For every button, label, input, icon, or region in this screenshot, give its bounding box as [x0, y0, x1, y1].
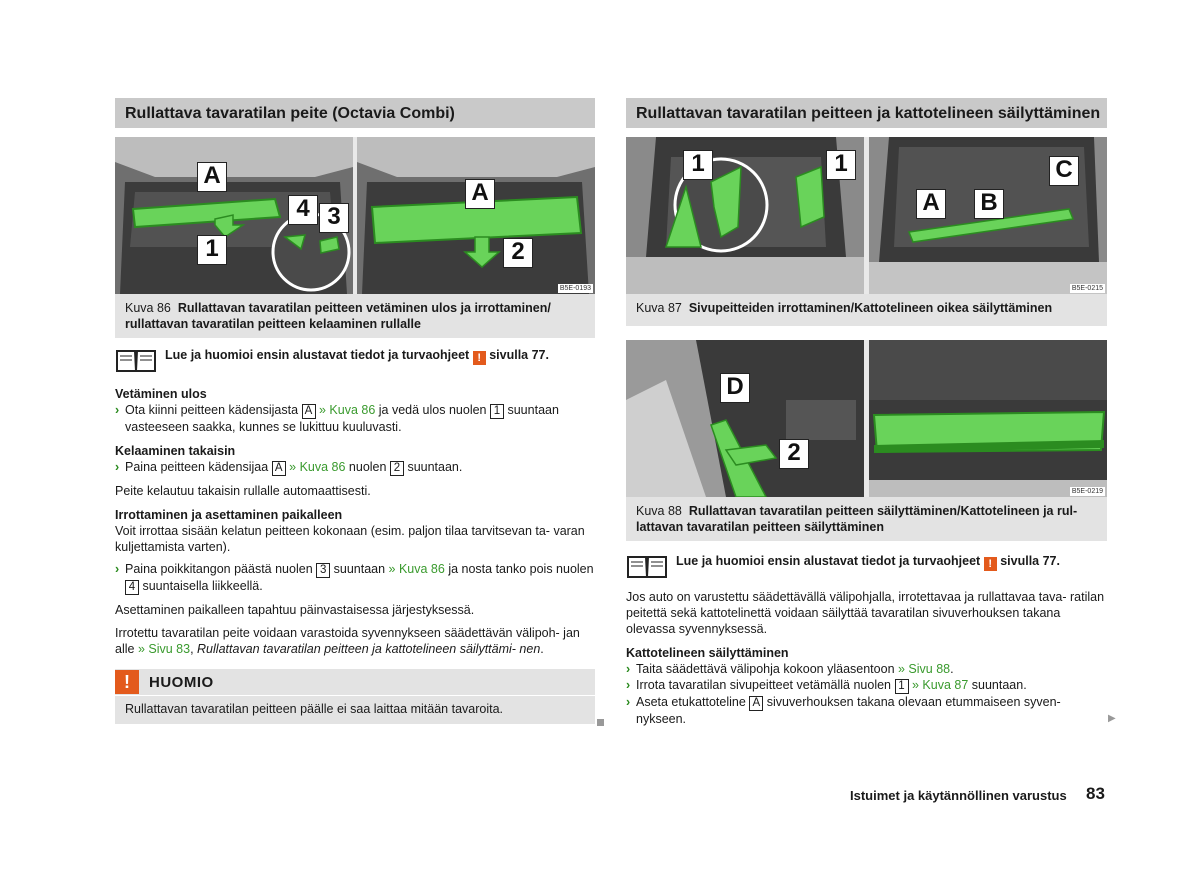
- reverse-note: Asettaminen paikalleen tapahtuu päinvastaisessa järjestyksessä.: [115, 603, 475, 617]
- step-text: suuntaan: [333, 562, 386, 576]
- retract-section: [115, 443, 595, 499]
- key-a: A: [272, 461, 286, 476]
- step-text: suuntaan.: [971, 678, 1027, 692]
- figure-code: B5E-0215: [1071, 285, 1103, 292]
- caption-label: Kuva 88: [636, 504, 682, 518]
- rack-step-3: [626, 694, 1107, 727]
- callout-1: 1: [197, 235, 227, 265]
- rack-storage-section: [626, 645, 1107, 727]
- safety-reference: [626, 553, 1107, 579]
- page-link[interactable]: » Sivu 88: [898, 662, 951, 676]
- figure-86-caption: [115, 294, 595, 338]
- callout-2: 2: [503, 238, 533, 268]
- callout-a: A: [916, 189, 946, 219]
- trunk-cover-photo-2: [357, 137, 595, 294]
- callout-a: A: [465, 179, 495, 209]
- retract-heading: Kelaaminen takaisin: [115, 444, 236, 458]
- notice-text: Rullattavan tavaratilan peitteen päälle ei saa laittaa mitään tavaroita.: [125, 702, 504, 716]
- figure-link[interactable]: » Kuva 86: [388, 562, 445, 576]
- remove-section: [115, 507, 595, 657]
- rack-heading: Kattotelineen säilyttäminen: [626, 646, 789, 660]
- rack-storage-photo: [869, 340, 1107, 497]
- callout-1: 1: [683, 150, 713, 180]
- caption-text: Rullattavan tavaratilan peitteen vetäminen ulos ja irrottaminen/ rullattavan tavaratilan peitteen kelaaminen rullalle: [125, 301, 551, 331]
- storage-intro: Jos auto on varustettu säädettävällä välipohjalla, irrotettavaa ja rullattavaa tava- ratilan peitettä sekä kattotelinettä voidaan säilyttää tavaratilan sivuverhouksen takana olevassa syvennyksessä.: [626, 590, 1105, 636]
- callout-d: D: [720, 373, 750, 403]
- page-link[interactable]: » Sivu 83: [137, 642, 191, 656]
- trunk-cover-photo-1: [115, 137, 353, 294]
- section-title-right: Rullattavan tavaratilan peitteen ja kattotelineen säilyttäminen: [626, 98, 1107, 128]
- caption-label: Kuva 86: [125, 301, 171, 315]
- callout-2: 2: [779, 439, 809, 469]
- section-end-marker: [597, 719, 604, 726]
- rack-step-1: [626, 661, 1107, 677]
- key-3: 3: [316, 563, 330, 578]
- step-text: suuntaan vasteeseen saakka, kunnes se lukittuu kuuluvasti.: [125, 403, 559, 434]
- step-arrow-icon: ›: [115, 562, 120, 576]
- pull-out-section: [115, 386, 595, 435]
- callout-a: A: [197, 162, 227, 192]
- figure-link[interactable]: » Kuva 87: [911, 678, 969, 692]
- callout-3: 3: [319, 203, 349, 233]
- step-text: Aseta etukattoteline: [636, 695, 746, 709]
- remove-text: Voit irrottaa sisään kelatun peitteen kokonaan (esim. paljon tilaa tarvitsevan ta- varan kuljettamista varten).: [115, 524, 585, 554]
- right-column: [626, 98, 1116, 727]
- manual-book-icon: [115, 347, 157, 373]
- callout-c: C: [1049, 156, 1079, 186]
- remove-heading: Irrottaminen ja asettaminen paikalleen: [115, 508, 343, 522]
- notice-header: [115, 669, 595, 696]
- step-arrow-icon: ›: [626, 678, 631, 692]
- step-text: suuntaan.: [407, 460, 463, 474]
- step-text: ja nosta tanko pois nuolen: [448, 562, 594, 576]
- key-4: 4: [125, 580, 139, 595]
- figure-link[interactable]: » Kuva 86: [319, 403, 376, 417]
- warning-page-link[interactable]: sivulla 77.: [489, 348, 549, 362]
- storage-reference: Rullattavan tavaratilan peitteen ja kattotelineen säilyttämi- nen: [197, 642, 541, 656]
- warning-text: Lue ja huomioi ensin alustavat tiedot ja turvaohjeet: [165, 348, 470, 362]
- key-a: A: [749, 696, 763, 711]
- section-title-left: Rullattava tavaratilan peite (Octavia Combi): [115, 98, 595, 128]
- left-column: [115, 98, 595, 724]
- key-1: 1: [895, 679, 909, 694]
- side-cover-photo: [626, 137, 864, 294]
- warning-icon: !: [115, 670, 139, 694]
- step-text: Irrota tavaratilan sivupeitteet vetämällä nuolen: [636, 678, 892, 692]
- figure-code: B5E-0219: [1071, 488, 1103, 495]
- retract-step: [115, 459, 595, 476]
- step-text: Paina peitteen kädensijaa: [125, 460, 269, 474]
- page-number: 83: [1086, 784, 1105, 803]
- figure-link[interactable]: » Kuva 86: [289, 460, 346, 474]
- notice-title: HUOMIO: [149, 673, 214, 691]
- callout-1: 1: [826, 150, 856, 180]
- step-arrow-icon: ›: [115, 403, 120, 417]
- step-text: Ota kiinni peitteen kädensijasta: [125, 403, 299, 417]
- step-text: Paina poikkitangon päästä nuolen: [125, 562, 313, 576]
- safety-reference: [115, 347, 595, 373]
- caution-notice: [115, 669, 595, 724]
- callout-4: 4: [288, 195, 318, 225]
- key-2: 2: [390, 461, 404, 476]
- cover-storage-photo: [626, 340, 864, 497]
- footer-chapter: Istuimet ja käytännöllinen varustus: [850, 788, 1067, 803]
- figure-code: B5E-0193: [559, 285, 591, 292]
- retract-note: Peite kelautuu takaisin rullalle automaattisesti.: [115, 484, 371, 498]
- figure-88: [626, 340, 1107, 497]
- warning-page-link[interactable]: sivulla 77.: [1000, 554, 1060, 568]
- caption-text: Rullattavan tavaratilan peitteen säilyttäminen/Kattotelineen ja rul- lattavan tavaratilan peitteen säilyttäminen: [636, 504, 1078, 534]
- key-a: A: [302, 404, 316, 419]
- manual-book-icon: [626, 553, 668, 579]
- rack-step-2: [626, 677, 1107, 694]
- step-text: nuolen: [348, 460, 387, 474]
- figure-88-caption: [626, 497, 1107, 541]
- storage-paragraph: Irrotettu tavaratilan peite voidaan varastoida syvennykseen säädettävän välipoh- jan alle » Sivu 83, Rullattavan tavaratilan peitteen ja kattotelineen säilyttämi- nen.: [115, 626, 580, 656]
- figure-87-caption: [626, 294, 1107, 326]
- storage-text: Irrotettu tavaratilan peite voidaan varastoida syvennykseen säädettävän välipoh- jan alle: [115, 626, 580, 656]
- caption-text: Sivupeitteiden irrottaminen/Kattotelineen oikea säilyttäminen: [688, 301, 1053, 315]
- warning-icon: !: [984, 557, 997, 571]
- warning-icon: !: [473, 351, 486, 365]
- step-arrow-icon: ›: [626, 695, 631, 709]
- continue-arrow-icon: ▶: [1108, 713, 1116, 724]
- warning-text: Lue ja huomioi ensin alustavat tiedot ja turvaohjeet: [676, 554, 981, 568]
- step-text: Taita säädettävä välipohja kokoon yläasentoon: [636, 662, 895, 676]
- step-arrow-icon: ›: [626, 662, 631, 676]
- step-text: .: [950, 662, 954, 676]
- remove-step: [115, 561, 595, 595]
- figure-86: [115, 137, 595, 294]
- pull-out-step: [115, 402, 595, 435]
- step-arrow-icon: ›: [115, 460, 120, 474]
- figure-87: [626, 137, 1107, 294]
- step-text: sivuverhouksen takana olevaan etummaiseen syven- nykseen.: [636, 695, 1061, 726]
- key-1: 1: [490, 404, 504, 419]
- pull-out-heading: Vetäminen ulos: [115, 387, 207, 401]
- roof-rack-photo: [869, 137, 1107, 294]
- caption-label: Kuva 87: [636, 301, 682, 315]
- step-text: suuntaisella liikkeellä.: [142, 579, 263, 593]
- callout-b: B: [974, 189, 1004, 219]
- step-text: ja vedä ulos nuolen: [378, 403, 487, 417]
